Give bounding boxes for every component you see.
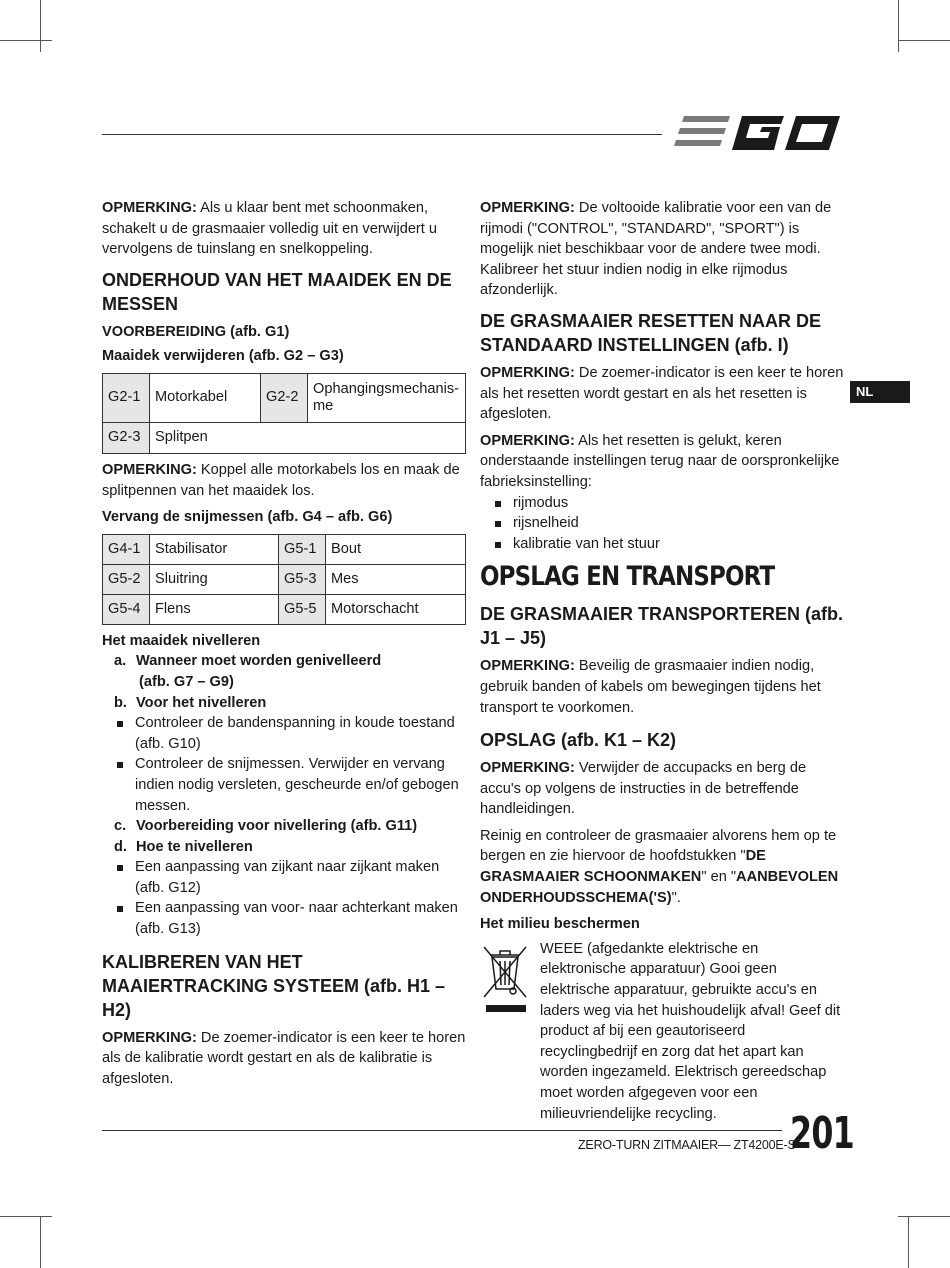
note-paragraph: OPMERKING: Koppel alle motorkabels los en maak de splitpennen van het maaidek los. [102, 461, 460, 499]
table-cell: Ophangingsmechanis-me [308, 373, 466, 422]
list-item: rijsnelheid [480, 513, 846, 534]
note-paragraph: OPMERKING: De zoemer-indicator is een keer te horen als de kalibratie wordt gestart en als de kalibratie is afgesloten. [102, 1029, 466, 1087]
language-tab: NL [850, 381, 910, 403]
section-heading: ONDERHOUD VAN HET MAAIDEK EN DE MESSEN [102, 269, 452, 314]
table-cell: Mes [326, 564, 466, 594]
note-paragraph: OPMERKING: Verwijder de accupacks en berg de accu's op volgens de instructies in de betreffende handleidingen. [480, 760, 807, 818]
note-paragraph: OPMERKING: Beveilig de grasmaaier indien nodig, gebruik banden of kabels om bewegingen tijdens het transport te voorkomen. [480, 658, 821, 716]
section-heading: OPSLAG (afb. K1 – K2) [480, 730, 677, 751]
left-column [102, 198, 466, 1095]
table-cell: G2-2 [261, 373, 308, 422]
subheading: VOORBEREIDING (afb. G1) [102, 323, 290, 340]
section-heading: KALIBREREN VAN HET MAAIERTRACKING SYSTEEM (afb. H1 – H2) [102, 951, 446, 1020]
subheading: Maaidek verwijderen (afb. G2 – G3) [102, 348, 344, 365]
crop-mark [908, 1216, 909, 1268]
table-cell: G5-2 [103, 564, 150, 594]
table-cell: Sluitring [150, 564, 279, 594]
subheading: Vervang de snijmessen (afb. G4 – afb. G6) [102, 509, 393, 526]
crop-mark [898, 1216, 950, 1217]
bullet-list [480, 493, 846, 555]
table-cell: G2-3 [103, 422, 150, 453]
table-cell: G5-3 [279, 564, 326, 594]
step-heading: c. Voorbereiding voor nivellering (afb. G11) [114, 818, 418, 835]
table-cell: Stabilisator [150, 534, 279, 564]
table-cell: G5-5 [279, 594, 326, 624]
crop-mark [40, 1216, 41, 1268]
footer-rule [102, 1130, 782, 1131]
table-cell: G5-4 [103, 594, 150, 624]
parts-table [102, 534, 466, 625]
footer-model: ZERO-TURN ZITMAAIER— ZT4200E-S [578, 1138, 796, 1152]
crop-mark [898, 0, 899, 52]
note-paragraph: OPMERKING: De voltooide kalibratie voor een van de rijmodi ("CONTROL", "STANDARD", "SPORT") is mogelijk niet beschikbaar voor de andere twee modi. Kalibreer het stuur indien nodig in elke rijmodus afzonderlijk. [480, 200, 832, 299]
page-number: 201 [790, 1108, 854, 1159]
section-heading: DE GRASMAAIER TRANSPORTEREN (afb. J1 – J5) [480, 604, 844, 649]
subheading: Het maaidek nivelleren [102, 632, 261, 649]
right-column [480, 198, 846, 1124]
list-item: Een aanpassing van zijkant naar zijkant maken (afb. G12) [102, 857, 466, 898]
crop-mark [898, 40, 950, 41]
crop-mark [0, 1216, 52, 1217]
table-cell: Motorkabel [150, 373, 261, 422]
weee-block [480, 939, 846, 1124]
table-cell: G4-1 [103, 534, 150, 564]
weee-text: WEEE (afgedankte elektrische en elektronische apparatuur) Gooi geen elektrische apparatuur, gebruikte accu's en laders weg via het huishoudelijk afval! Geef dit product af bij een geautoriseerd recyclingbedrijf en zorg dat het apart kan worden ingezameld. Elektrisch gereedschap moet worden afgegeven voor een milieuvriendelijke recycling. [540, 940, 841, 1122]
list-item: Controleer de bandenspanning in koude toestand (afb. G10) [102, 713, 466, 754]
list-item: rijmodus [480, 493, 846, 514]
table-cell: Bout [326, 534, 466, 564]
table-cell: G5-1 [279, 534, 326, 564]
header-rule [102, 134, 662, 135]
step-heading: b. Voor het nivelleren [114, 694, 267, 711]
note-paragraph: OPMERKING: De zoemer-indicator is een keer te horen als het resetten wordt gestart en als het resetten is afgesloten. [480, 364, 844, 423]
body-paragraph: Reinig en controleer de grasmaaier alvorens hem op te bergen en zie hiervoor de hoofdstukken "DE GRASMAAIER SCHOONMAKEN" en "AANBEVOLEN ONDERHOUDSSCHEMA('S)". [480, 827, 839, 906]
crop-mark [0, 40, 52, 41]
table-cell: Flens [150, 594, 279, 624]
section-heading: DE GRASMAAIER RESETTEN NAAR DE STANDAARD INSTELLINGEN (afb. I) [480, 310, 822, 355]
list-item: Controleer de snijmessen. Verwijder en vervang indien nodig versleten, gescheurde en/of gebogen messen. [102, 754, 466, 816]
table-cell: Splitpen [150, 422, 466, 453]
bullet-list [102, 713, 466, 816]
crossed-bin-icon [480, 939, 540, 1124]
bullet-list [102, 857, 466, 939]
step-heading: a. Wanneer moet worden genivelleerd (afb. G7 – G9) [114, 653, 382, 690]
ego-logo [672, 112, 844, 154]
parts-table [102, 373, 466, 454]
note-paragraph: OPMERKING: Als het resetten is gelukt, keren onderstaande instellingen terug naar de oorspronkelijke fabrieksinstelling: [480, 432, 840, 490]
table-cell: Motorschacht [326, 594, 466, 624]
chapter-heading: OPSLAG EN TRANSPORT [480, 561, 775, 593]
list-item: Een aanpassing van voor- naar achterkant maken (afb. G13) [102, 898, 466, 939]
step-heading: d. Hoe te nivelleren [114, 838, 253, 855]
table-cell: G2-1 [103, 373, 150, 422]
list-item: kalibratie van het stuur [480, 534, 846, 555]
note-paragraph: OPMERKING: Als u klaar bent met schoonmaken, schakelt u de grasmaaier volledig uit en verwijdert u vervolgens de tuinslang en snelkoppeling. [102, 200, 438, 258]
subheading: Het milieu beschermen [480, 916, 640, 933]
crop-mark [40, 0, 41, 52]
